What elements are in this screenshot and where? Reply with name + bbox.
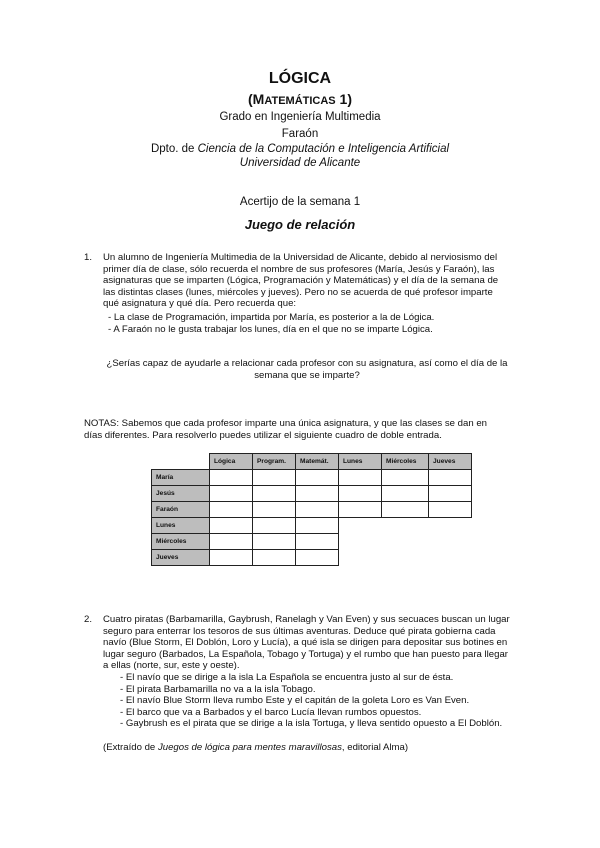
grid-header-row xyxy=(152,454,472,470)
grid-cell[interactable] xyxy=(382,502,429,518)
problem-2-clue: - Gaybrush es el pirata que se dirige a la isla Tortuga, y lleva sentido opuesto a El Doblón. xyxy=(120,718,503,730)
source-suffix: , editorial Alma) xyxy=(341,742,409,753)
grid-cell[interactable] xyxy=(253,518,296,534)
grid-row xyxy=(152,534,472,550)
grid-row-header: Miércoles xyxy=(152,534,210,550)
grid-cell[interactable] xyxy=(253,534,296,550)
source-prefix: (Extraído de xyxy=(103,742,158,753)
grid-row xyxy=(152,502,472,518)
problem-1-question xyxy=(84,358,530,382)
grid-row xyxy=(152,470,472,486)
grid-cell[interactable] xyxy=(210,518,253,534)
problem-1-line: las distintas clases (lunes, miércoles y jueves). Pero no se acuerda de qué profesor imparte xyxy=(103,286,493,298)
department xyxy=(0,143,600,155)
grid-cell[interactable] xyxy=(296,550,339,566)
grid-cell[interactable] xyxy=(296,470,339,486)
grid-row-header: Faraón xyxy=(152,502,210,518)
notes-line: NOTAS: Sabemos que cada profesor imparte una única asignatura, y que las clases se dan en xyxy=(84,418,487,429)
degree-name: Grado en Ingeniería Multimedia xyxy=(219,111,381,123)
grid-cell[interactable] xyxy=(253,486,296,502)
grid-cell[interactable] xyxy=(210,470,253,486)
grid-col-header: Program. xyxy=(253,454,296,470)
grid-col-header: Lunes xyxy=(339,454,382,470)
subtitle-close: 1) xyxy=(335,91,352,107)
problem-2-clue: - El navío Blue Storm lleva rumbo Este y el capitán de la goleta Loro es Van Even. xyxy=(120,695,470,707)
grid-cell[interactable] xyxy=(382,470,429,486)
problem-2-clue: - El navío que se dirige a la isla La Española se encuentra justo al sur de ésta. xyxy=(120,672,454,683)
author-name: Faraón xyxy=(281,128,319,140)
subtitle-small-caps: ATEMÁTICAS xyxy=(264,95,336,107)
problem-2-text xyxy=(103,614,530,672)
double-entry-grid xyxy=(151,453,472,566)
problem-2-line: lugar seguro (Barbados, La Española, Tobago y Tortuga) y el rumbo que han puesto para llegar xyxy=(103,648,508,660)
grid-blank xyxy=(339,534,472,550)
grid-cell[interactable] xyxy=(296,486,339,502)
notes-text xyxy=(84,418,530,441)
grid-cell[interactable] xyxy=(382,486,429,502)
grid-cell[interactable] xyxy=(210,534,253,550)
problem-2-number: 2. xyxy=(84,614,93,625)
grid-blank xyxy=(339,518,472,534)
notes-line: días diferentes. Para resolverlo puedes utilizar el siguiente cuadro de doble entrada. xyxy=(84,429,442,441)
grid-blank xyxy=(339,550,472,566)
grid-row-header: Jueves xyxy=(152,550,210,566)
problem-1-text xyxy=(103,252,530,310)
problem-1-line: qué asignatura y qué día. Pero recuerda que: xyxy=(103,298,297,310)
grid-corner xyxy=(152,454,210,470)
problem-2-clue: - El barco que va a Barbados y el barco Lucía llevan rumbos opuestos. xyxy=(120,706,422,718)
subtitle-open: (M xyxy=(248,91,265,107)
grid-row-header: María xyxy=(152,470,210,486)
grid-col-header: Matemát. xyxy=(296,454,339,470)
grid-row xyxy=(152,550,472,566)
problem-2-line: a ellas (norte, sur, este y oeste). xyxy=(103,660,240,672)
problem-2-clues xyxy=(120,672,502,730)
grid-cell[interactable] xyxy=(339,470,382,486)
source-citation xyxy=(103,742,408,754)
problem-1-line: asignaturas que se imparten (Lógica, Programación y Matemáticas) y el día de la semana de xyxy=(103,275,499,287)
grid-row-header: Lunes xyxy=(152,518,210,534)
grid-cell[interactable] xyxy=(253,502,296,518)
grid-col-header: Jueves xyxy=(429,454,472,470)
grid-cell[interactable] xyxy=(296,518,339,534)
grid-cell[interactable] xyxy=(253,550,296,566)
grid-row xyxy=(152,518,472,534)
grid-col-header: Lógica xyxy=(210,454,253,470)
problem-1-clue: - La clase de Programación, impartida por María, es posterior a la de Lógica. xyxy=(108,312,435,323)
department-name: Ciencia de la Computación e Inteligencia Artificial xyxy=(197,143,450,155)
document-title: LÓGICA xyxy=(268,70,332,87)
grid-cell[interactable] xyxy=(429,486,472,502)
document-subtitle xyxy=(0,91,600,107)
problem-1-line: Un alumno de Ingeniería Multimedia de la Universidad de Alicante, debido al nerviosismo del xyxy=(103,252,498,263)
grid-cell[interactable] xyxy=(210,486,253,502)
department-prefix: Dpto. de xyxy=(150,143,198,155)
grid-cell[interactable] xyxy=(339,486,382,502)
grid-cell[interactable] xyxy=(339,502,382,518)
question-line: semana que se imparte? xyxy=(254,370,360,381)
university-name: Universidad de Alicante xyxy=(239,157,361,169)
grid-row-header: Jesús xyxy=(152,486,210,502)
problem-1-line: primer día de clase, sólo recuerda el nombre de sus profesores (María, Jesús y Faraón), las xyxy=(103,263,495,275)
grid-cell[interactable] xyxy=(210,502,253,518)
problem-2-line: navío (Blue Storm, El Doblón, Loro y Lucía), a qué isla se dirigen para depositar sus botines en xyxy=(103,637,508,649)
problem-1-clue: - A Faraón no le gusta trabajar los lunes, día en el que no se imparte Lógica. xyxy=(108,324,433,335)
grid-row xyxy=(152,486,472,502)
problem-2-line: seguro para enterrar los tesoros de sus últimas aventuras. Deduce qué pirata gobierna cada xyxy=(103,625,496,637)
problem-2-clue: - El pirata Barbamarilla no va a la isla Tobago. xyxy=(120,683,316,695)
problem-1-number: 1. xyxy=(84,252,93,263)
grid-cell[interactable] xyxy=(210,550,253,566)
problem-2-line: Cuatro piratas (Barbamarilla, Gaybrush, Ranelagh y Van Even) y sus secuaces buscan un lugar xyxy=(103,614,510,625)
question-line: ¿Serías capaz de ayudarle a relacionar cada profesor con su asignatura, así como el día de la xyxy=(106,358,508,369)
source-book: Juegos de lógica para mentes maravillosas xyxy=(157,742,342,753)
puzzle-title: Juego de relación xyxy=(244,217,356,232)
puzzle-label: Acertijo de la semana 1 xyxy=(239,196,361,208)
grid-cell[interactable] xyxy=(296,534,339,550)
grid-col-header: Miércoles xyxy=(382,454,429,470)
grid-cell[interactable] xyxy=(296,502,339,518)
grid-cell[interactable] xyxy=(429,502,472,518)
grid-cell[interactable] xyxy=(429,470,472,486)
grid-cell[interactable] xyxy=(253,470,296,486)
